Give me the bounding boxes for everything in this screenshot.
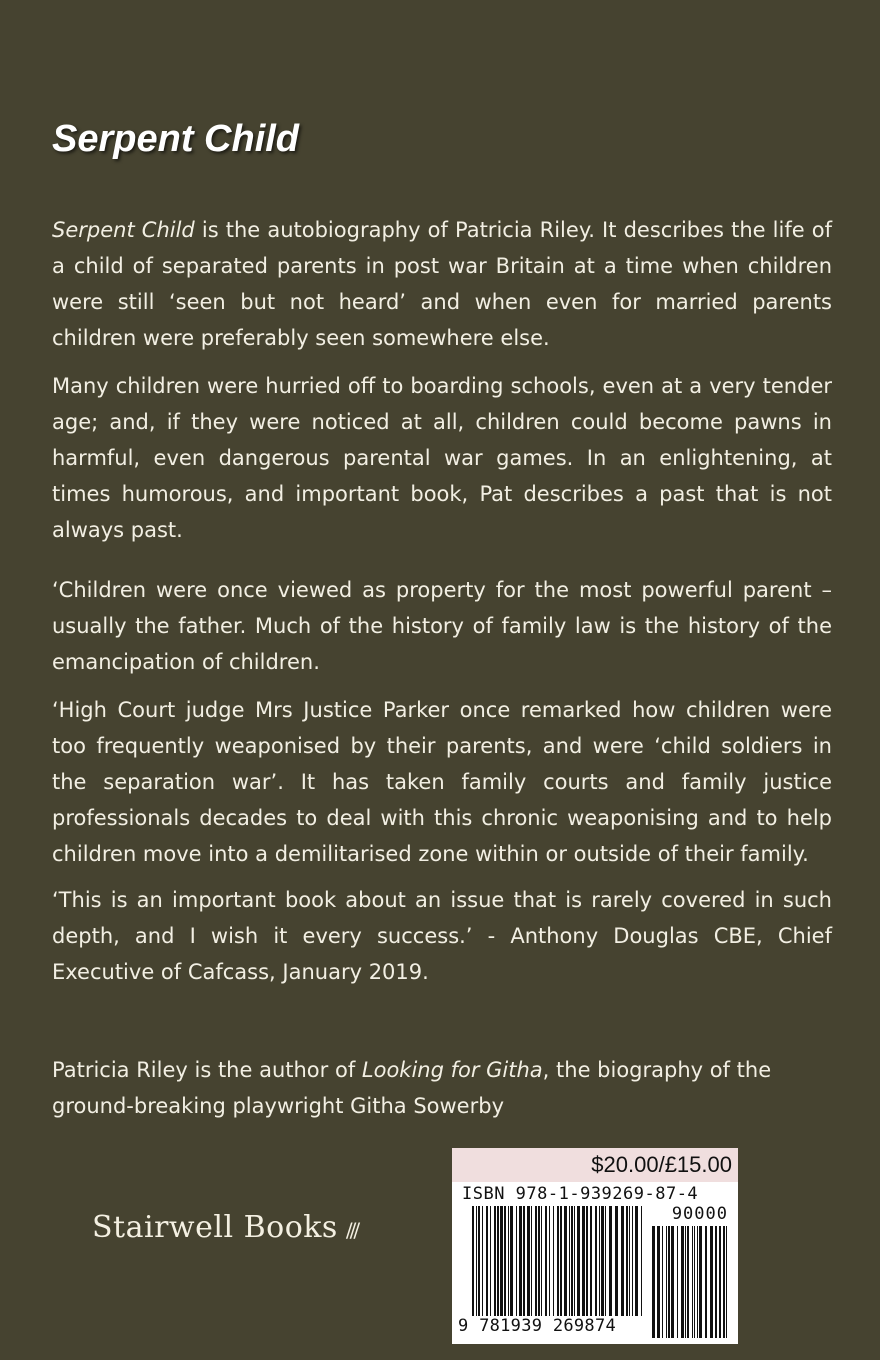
barcode-bar: [557, 1206, 559, 1316]
blurb-paragraph-1: [52, 212, 832, 356]
barcode-bar: [531, 1206, 532, 1316]
barcode-bar: [662, 1226, 663, 1338]
barcode-bar: [657, 1226, 660, 1338]
barcode-bar: [694, 1226, 695, 1338]
barcode-bar: [476, 1206, 477, 1316]
author-note-book-title: Looking for Githa: [361, 1058, 543, 1082]
author-note: [52, 1052, 832, 1124]
barcode-bar: [710, 1226, 713, 1338]
barcode-bar: [615, 1206, 618, 1316]
barcode-bar: [685, 1226, 686, 1338]
price: $20.00/£15.00: [591, 1152, 732, 1177]
barcode-bar: [504, 1206, 506, 1316]
barcode-bar: [523, 1206, 525, 1316]
barcode-bar: [626, 1206, 628, 1316]
barcode-bar: [553, 1206, 554, 1316]
barcode-bar: [723, 1226, 725, 1338]
book-title: Serpent Child: [52, 118, 300, 160]
barcode-bar: [482, 1206, 483, 1316]
publisher-logo: [92, 1210, 357, 1245]
barcode-bar: [486, 1206, 488, 1316]
blurb-paragraph-1-text: is the autobiography of Patricia Riley. It describes the life of a child of separated parents in post war Britain at a time when children were still ‘seen but not heard’ and when even for married parents children were preferably seen somewhere else.: [52, 218, 832, 350]
barcode-bar: [621, 1206, 624, 1316]
barcode-bar: [586, 1206, 588, 1316]
barcode-bar: [545, 1206, 547, 1316]
barcode-bar: [726, 1226, 727, 1338]
barcode-bar: [677, 1226, 678, 1338]
blurb-paragraph-2: Many children were hurried off to boarding schools, even at a very tender age; and, if they were noticed at all, children could become pawns in harmful, even dangerous parental war games. In an enlightening, at times humorous, and important book, Pat describes a past that is not always past.: [52, 374, 832, 542]
barcode-bar: [652, 1226, 655, 1338]
barcode-bar: [510, 1206, 513, 1316]
barcode-bars: [452, 1148, 738, 1344]
barcode-bar: [577, 1206, 580, 1316]
barcode-bar: [516, 1206, 517, 1316]
barcode-bar: [472, 1206, 474, 1316]
barcode-bar: [715, 1226, 717, 1338]
barcode-bar: [490, 1206, 491, 1316]
barcode-bar: [719, 1226, 721, 1338]
barcode-bar: [538, 1206, 540, 1316]
barcode-bar: [671, 1226, 674, 1338]
barcode-bar: [497, 1206, 499, 1316]
barcode-bar: [697, 1226, 698, 1338]
quote-paragraph-1: ‘Children were once viewed as property for the most powerful parent – usually the father. Much of the history of family law is the history of the emancipation of children.: [52, 578, 832, 674]
barcode-bar: [605, 1206, 606, 1316]
barcode-bar: [687, 1226, 689, 1338]
barcode-bar: [560, 1206, 562, 1316]
barcode-bar: [699, 1226, 702, 1338]
barcode-bar: [527, 1206, 530, 1316]
barcode-bar: [590, 1206, 592, 1316]
publisher-name: Stairwell Books: [92, 1210, 338, 1245]
barcode-bar: [478, 1206, 480, 1316]
blurb-title-italic: Serpent Child: [52, 218, 195, 242]
barcode-bar: [629, 1206, 630, 1316]
barcode-bar: [595, 1206, 597, 1316]
barcode-bar: [635, 1206, 638, 1316]
barcode-bar: [571, 1206, 573, 1316]
barcode-bar: [582, 1206, 585, 1316]
barcode-bar: [632, 1206, 633, 1316]
quote-paragraph-2: ‘High Court judge Mrs Justice Parker once remarked how children were too frequently weaponised by their parents, and were ‘child soldiers in the separation war’. It has taken family courts and family justice professionals decades to deal with this chronic weaponising and to help children move into a demilitarised zone within or outside of their family.: [52, 698, 832, 866]
barcode-label: [452, 1148, 738, 1344]
barcode-bar: [705, 1226, 707, 1338]
barcode-bar: [535, 1206, 537, 1316]
barcode-bar: [564, 1206, 567, 1316]
barcode-bar: [599, 1206, 600, 1316]
barcode-bar: [692, 1226, 693, 1338]
barcode-bar: [574, 1206, 575, 1316]
isbn-number: ISBN 978-1-939269-87-4: [462, 1184, 699, 1204]
quote-paragraph-3: ‘This is an important book about an issue that is rarely covered in such depth, and I wish it every success.’ - Anthony Douglas CBE, Chief Executive of Cafcass, January 2019.: [52, 888, 832, 984]
author-note-prefix: Patricia Riley is the author of: [52, 1058, 362, 1082]
barcode-bar: [549, 1206, 550, 1316]
barcode-addon-number: 90000: [671, 1204, 728, 1224]
publisher-slash-mark-icon: ///: [345, 1218, 358, 1242]
barcode-bar: [494, 1206, 496, 1316]
barcode-bar: [668, 1226, 670, 1338]
barcode-bar: [641, 1206, 642, 1316]
barcode-bar: [500, 1206, 503, 1316]
barcode-bar: [519, 1206, 522, 1316]
barcode-bar: [541, 1206, 542, 1316]
barcode-bar: [609, 1206, 612, 1316]
barcode-bar: [601, 1206, 604, 1316]
barcode-bar: [569, 1206, 570, 1316]
author-note-suffix: , the biography of the ground-breaking playwright Githa Sowerby: [52, 1058, 772, 1118]
barcode-bar: [666, 1226, 667, 1338]
barcode-bar: [681, 1226, 684, 1338]
barcode-digits: 9 781939 269874: [458, 1316, 617, 1336]
barcode-bar: [508, 1206, 509, 1316]
